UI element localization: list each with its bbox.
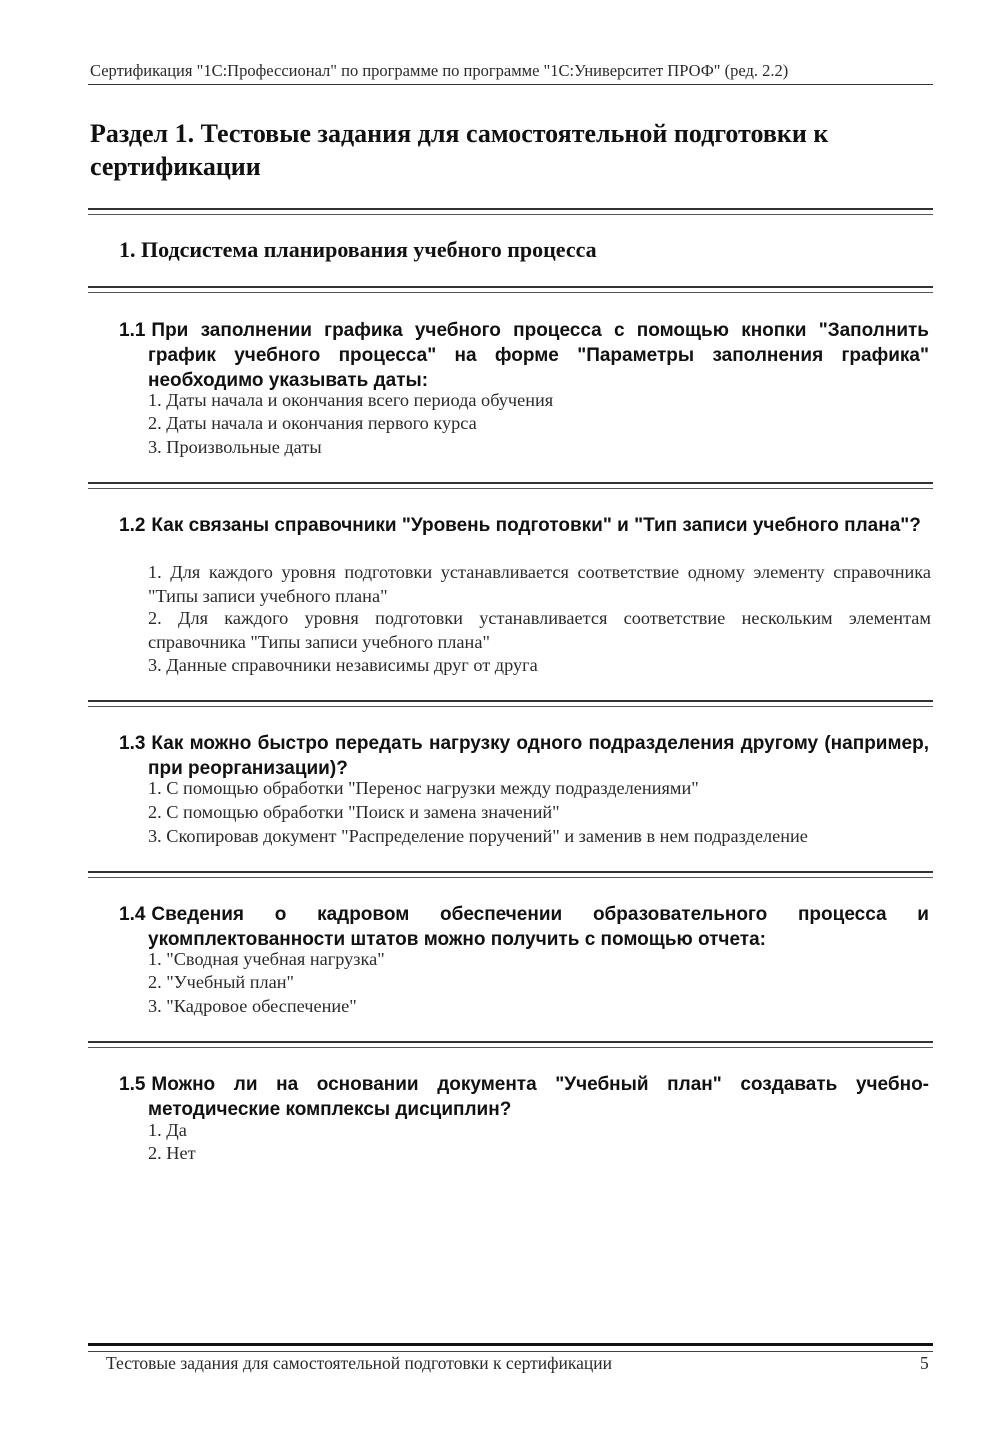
answer-option: 2. "Учебный план" — [148, 972, 294, 992]
question-divider — [88, 871, 933, 878]
question-number: 1.3 — [119, 733, 146, 754]
answer-option: 3. Данные справочники независимы друг от друга — [148, 655, 538, 675]
question-divider — [88, 482, 933, 489]
answer-option: 1. С помощью обработки "Перенос нагрузки между подразделениями" — [148, 778, 699, 798]
question-heading — [119, 513, 929, 538]
question-text: При заполнении графика учебного процесса с помощью кнопки "Заполнить график учебного процесса" на форме "Параметры заполнения графика" необходимо указывать даты: — [148, 320, 929, 391]
answer-option: 2. С помощью обработки "Поиск и замена значений" — [148, 802, 560, 822]
answer-option: 1. Для каждого уровня подготовки устанавливается соответствие одному элементу справочника "Типы записи учебного плана" — [148, 562, 931, 606]
answer-option: 3. Произвольные даты — [148, 437, 322, 457]
subsection-title: 1. Подсистема планирования учебного процесса — [119, 237, 597, 262]
answer-option: 2. Даты начала и окончания первого курса — [148, 413, 477, 433]
subsection-divider — [88, 286, 933, 293]
section-divider — [88, 208, 933, 215]
page-header: Сертификация "1С:Профессионал" по программе по программе "1С:Университет ПРОФ" (ред. 2.2) — [90, 61, 789, 80]
header-rule — [88, 84, 933, 85]
question-number: 1.2 — [119, 515, 146, 536]
question-heading — [119, 731, 929, 781]
question-heading — [119, 1072, 929, 1122]
footer-text: Тестовые задания для самостоятельной подготовки к сертификации — [106, 1353, 612, 1373]
answer-option: 1. Да — [148, 1120, 187, 1140]
question-heading — [119, 318, 929, 393]
answer-option: 2. Нет — [148, 1143, 196, 1163]
answer-option: 1. "Сводная учебная нагрузка" — [148, 949, 385, 969]
question-text: Как можно быстро передать нагрузку одного подразделения другому (например, при реорганизации)? — [148, 733, 929, 779]
question-number: 1.4 — [119, 904, 146, 925]
question-divider — [88, 700, 933, 707]
question-text: Как связаны справочники "Уровень подготовки" и "Тип записи учебного плана"? — [151, 515, 921, 536]
question-divider — [88, 1041, 933, 1048]
question-number: 1.1 — [119, 320, 146, 341]
answer-option: 3. Скопировав документ "Распределение поручений" и заменив в нем подразделение — [148, 826, 808, 846]
answer-option: 1. Даты начала и окончания всего периода обучения — [148, 390, 554, 410]
answer-option: 2. Для каждого уровня подготовки устанавливается соответствие нескольким элементам справочника "Типы записи учебного плана" — [148, 608, 931, 652]
answer-option: 3. "Кадровое обеспечение" — [148, 996, 357, 1016]
page-number: 5 — [920, 1353, 929, 1373]
question-heading — [119, 902, 929, 952]
section-title: Раздел 1. Тестовые задания для самостоятельной подготовки к сертификации — [90, 119, 829, 181]
question-text: Сведения о кадровом обеспечении образовательного процесса и укомплектованности штатов можно получить с помощью отчета: — [148, 904, 929, 950]
question-number: 1.5 — [119, 1074, 146, 1095]
question-text: Можно ли на основании документа "Учебный план" создавать учебно-методические комплексы дисциплин? — [148, 1074, 929, 1120]
footer-rule — [88, 1343, 933, 1352]
